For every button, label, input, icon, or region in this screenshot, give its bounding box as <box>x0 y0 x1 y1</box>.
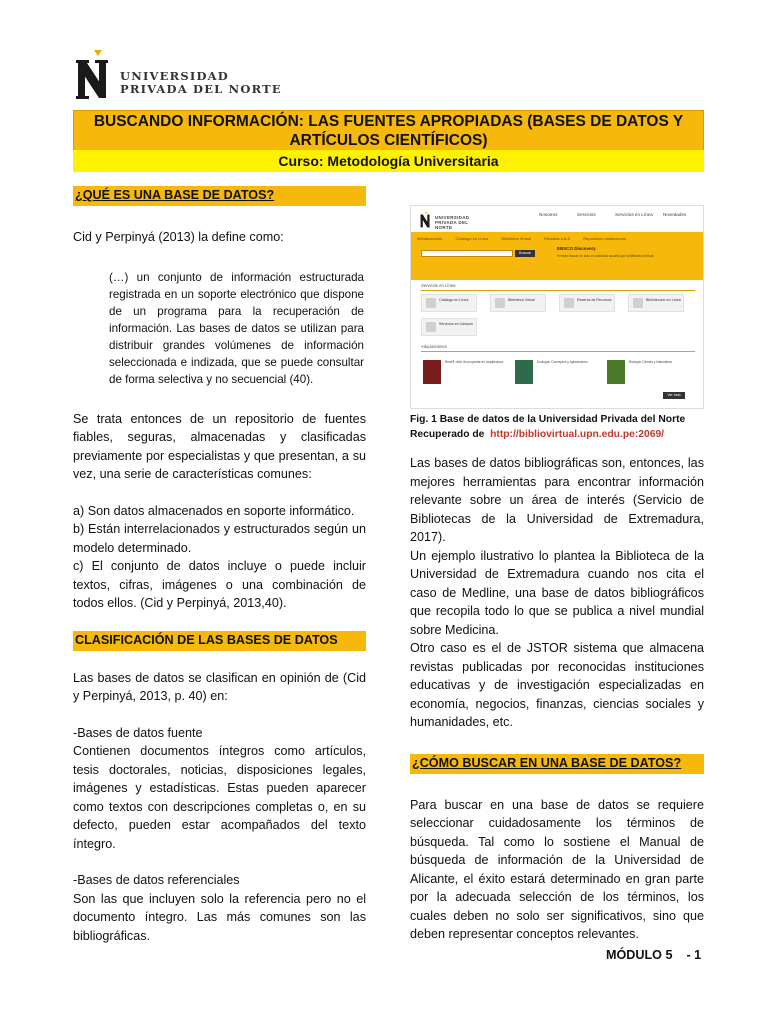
figure-tab: Revistas a A-Z <box>544 236 571 241</box>
feature-b: b) Están interrelacionados y estructurados según un modelo determinado. <box>73 522 366 555</box>
definition-quote: (…) un conjunto de información estructurada registrada en un soporte electrónico que dispone de un programa para la recuperación de información. Las bases de datos se utilizan para distribuir grandes volúmenes de información seleccionada e indizada, que se puede consultar de forma selectiva y no secuencial (40). <box>109 270 364 386</box>
figure-nav-item: Servicios en Línea <box>615 212 653 217</box>
figure-source-link[interactable]: http://bibliovirtual.upn.edu.pe:2069/ <box>490 428 665 440</box>
left-column <box>73 186 366 945</box>
figure-card-label: Servicios en Campus <box>439 322 473 326</box>
section-heading-what-is <box>73 186 366 206</box>
jstor-paragraph: Otro caso es el de JSTOR sistema que almacena revistas publicadas por reconocidas instituciones educativas y de investigación especializadas en economía, negocios, finanzas, ciencias sociales y humanidades, etc. <box>410 641 704 729</box>
module-label: MÓDULO 5 <box>606 948 673 962</box>
figure-see-all-button: Ver todo <box>663 392 685 399</box>
medline-paragraph: Un ejemplo ilustrativo lo plantea la Biblioteca de la Universidad de Extremadura cuando nos cita el caso de Medline, una base de datos bibliográficos que recopila todo lo que se publica a nivel mundial sobre Medicina. <box>410 548 704 637</box>
figure-caption-label: Recuperado de <box>410 428 485 440</box>
figure-tab: Catálogo en Línea <box>455 236 489 241</box>
figure-book-cover <box>515 360 533 384</box>
heading-text: CLASIFICACIÓN DE LAS BASES DE DATOS <box>75 632 338 647</box>
figure-ebsco-subtitle: Permite buscar en todo el contenido suscrito por la Biblioteca Virtual <box>557 254 654 258</box>
figure-book-title: Revit®: Arte de proyectar en Arquitectura <box>445 360 503 364</box>
figure-nav-item: Nosotros <box>539 212 558 217</box>
upn-logo-icon <box>76 50 114 100</box>
figure-card <box>628 294 684 312</box>
figure-tab: Repositorio Institucional <box>583 236 626 241</box>
figure-tab: Biblioteca Virtual <box>501 236 532 241</box>
figure-book-title: Biología: Ciencia y Naturaleza <box>629 360 672 364</box>
feature-a: a) Son datos almacenados en soporte informático. <box>73 503 355 518</box>
figure-nav-item: Novedades <box>663 212 687 217</box>
figure-card-label: Reserva de Recursos <box>577 298 612 302</box>
page-number: - 1 <box>686 948 702 962</box>
right-column <box>410 454 704 944</box>
repository-paragraph: Se trata entonces de un repositorio de fuentes fiables, seguras, almacenadas y clasificadas previamente por especialistas y que presentan, a su vez, una serie de características comunes: <box>73 411 366 481</box>
figure-card-label: Bibliotecario en Línea <box>646 298 681 302</box>
feature-c: c) El conjunto de datos incluye o puede incluir textos, cifras, imágenes o una combinación de todos ellos. (Cid y Perpinyá, 2013,40). <box>73 559 366 610</box>
source-db-title: -Bases de datos fuente <box>73 725 203 740</box>
logo-line-1: UNIVERSIDAD <box>120 69 229 83</box>
intro-paragraph: Cid y Perpinyá (2013) la define como: <box>73 230 284 244</box>
figure-section-acquisitions: Adquisiciones <box>421 344 447 349</box>
figure-nav-item: Servicios <box>577 212 596 217</box>
upn-logo-icon <box>419 212 433 228</box>
section-heading-classification <box>73 631 366 651</box>
logo-line-2: PRIVADA DEL NORTE <box>120 82 282 96</box>
heading-text: ¿QUÉ ES UNA BASE DE DATOS? <box>75 188 275 202</box>
figure-book-cover <box>607 360 625 384</box>
search-paragraph: Para buscar en una base de datos se requiere seleccionar cuidadosamente los términos de búsqueda. Tal como lo sostiene el Manual de búsqueda de información de la Universidad de Alicante, el éxito estará determinado en gran parte por la adecuada selección de los términos, los cuales deben no solo ser significativos, sino que deben representar conceptos relevantes. <box>410 797 704 941</box>
figure-top-bar <box>411 206 703 232</box>
figure-ebsco-title: EBSCO Discovery <box>557 246 596 251</box>
figure-book-cover <box>423 360 441 384</box>
figure-tab: Metabuscador <box>417 236 443 241</box>
figure-card-label: Biblioteca Virtual <box>508 298 535 302</box>
figure-card <box>421 294 477 312</box>
section-heading-how-to-search <box>410 754 704 774</box>
figure-caption-source <box>410 428 704 443</box>
figure-search-input <box>421 250 513 257</box>
classification-paragraph: Las bases de datos se clasifican en opinión de (Cid y Perpinyá, 2013, p. 40) en: <box>73 670 366 703</box>
figure-card <box>559 294 615 312</box>
reference-db-paragraph: Son las que incluyen solo la referencia pero no el documento íntegro. Las más comunes son las bibliográficas. <box>73 891 366 943</box>
figure-tabs <box>417 236 626 241</box>
bibliographic-paragraph: Las bases de datos bibliográficas son, entonces, las mejores herramientas para encontrar información relevante sobre un área de interés (Servicio de Bibliotecas de la Universidad de Extremadura, 2017). <box>410 456 704 544</box>
source-db-paragraph: Contienen documentos íntegros como artículos, tesis doctorales, noticias, disposiciones legales, imágenes y estadísticas. Estas pueden aparecer como textos con descripciones completas o, en su defecto, pueden estar acompañados del texto íntegro. <box>73 744 366 851</box>
figure-section-online: Servicios en Línea <box>421 283 456 288</box>
figure-caption-title: Fig. 1 Base de datos de la Universidad Privada del Norte <box>410 414 686 425</box>
figure-card-label: Catálogo en Línea <box>439 298 469 302</box>
library-website-figure <box>410 205 704 409</box>
title-line-1: BUSCANDO INFORMACIÓN: LAS FUENTES APROPIADAS (BASES DE DATOS Y <box>93 113 684 130</box>
figure-search-button: Buscar <box>515 250 535 257</box>
figure-card <box>421 318 477 336</box>
course-label: Curso: Metodología Universitaria <box>73 150 704 172</box>
figure-book-title: Ecología: Conceptos y Aplicaciones <box>537 360 588 364</box>
title-line-2: ARTÍCULOS CIENTÍFICOS) <box>289 132 488 149</box>
document-title <box>74 112 703 150</box>
university-logo <box>76 50 306 104</box>
figure-caption <box>410 413 704 442</box>
heading-text: ¿CÓMO BUSCAR EN UNA BASE DE DATOS? <box>412 755 682 770</box>
page-footer <box>606 948 701 962</box>
figure-card <box>490 294 546 312</box>
reference-db-title: -Bases de datos referenciales <box>73 873 240 887</box>
figure-logo-text: UNIVERSIDAD PRIVADA DEL NORTE <box>435 215 470 230</box>
figure-carousel-dots <box>551 399 563 403</box>
